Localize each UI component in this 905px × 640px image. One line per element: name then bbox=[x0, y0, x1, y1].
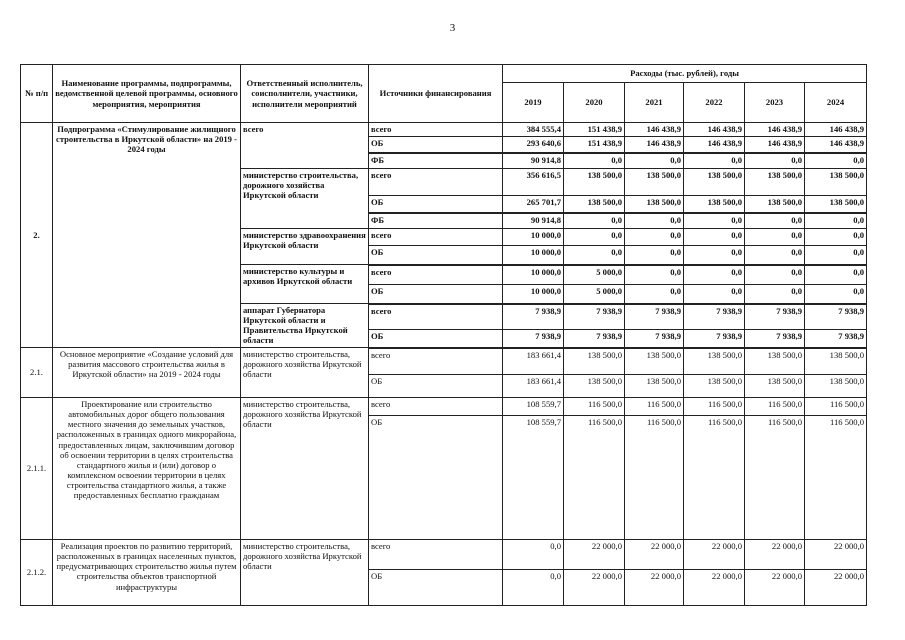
expense-value: 293 640,6 bbox=[503, 137, 564, 153]
funding-source: ОБ bbox=[369, 416, 503, 540]
expense-value: 22 000,0 bbox=[564, 540, 625, 570]
expense-value: 151 438,9 bbox=[564, 123, 625, 137]
expense-value: 0,0 bbox=[564, 229, 625, 246]
expense-value: 146 438,9 bbox=[745, 137, 805, 153]
expense-value: 0,0 bbox=[625, 285, 684, 304]
expense-value: 116 500,0 bbox=[745, 398, 805, 416]
expense-value: 0,0 bbox=[625, 213, 684, 229]
expense-value: 384 555,4 bbox=[503, 123, 564, 137]
expense-value: 138 500,0 bbox=[805, 375, 867, 398]
executor: аппарат Губернатора Иркутской области и Правительства Иркутской области bbox=[241, 304, 369, 348]
header-year: 2019 bbox=[503, 83, 564, 123]
expense-value: 0,0 bbox=[805, 265, 867, 285]
expense-value: 90 914,8 bbox=[503, 153, 564, 169]
expense-value: 138 500,0 bbox=[625, 348, 684, 375]
expense-value: 183 661,4 bbox=[503, 348, 564, 375]
expense-value: 108 559,7 bbox=[503, 416, 564, 540]
expense-value: 138 500,0 bbox=[745, 169, 805, 196]
expense-value: 138 500,0 bbox=[625, 196, 684, 213]
header-source: Источники финансирования bbox=[369, 65, 503, 123]
expense-value: 0,0 bbox=[684, 246, 745, 265]
measure-name: Основное мероприятие «Создание условий для развития массового строительства жилья в Иркутской области» на 2019 - 2024 годы bbox=[53, 348, 241, 398]
expense-value: 0,0 bbox=[805, 229, 867, 246]
expense-value: 265 701,7 bbox=[503, 196, 564, 213]
expense-value: 108 559,7 bbox=[503, 398, 564, 416]
expense-value: 22 000,0 bbox=[684, 570, 745, 606]
row-number: 2.1.1. bbox=[21, 398, 53, 540]
expense-value: 22 000,0 bbox=[564, 570, 625, 606]
expense-value: 138 500,0 bbox=[745, 375, 805, 398]
expense-value: 138 500,0 bbox=[684, 196, 745, 213]
executor: министерство культуры и архивов Иркутской области bbox=[241, 265, 369, 304]
funding-source: всего bbox=[369, 398, 503, 416]
expense-value: 138 500,0 bbox=[564, 169, 625, 196]
funding-source: ОБ bbox=[369, 285, 503, 304]
expense-value: 116 500,0 bbox=[745, 416, 805, 540]
expense-value: 7 938,9 bbox=[564, 304, 625, 330]
expense-value: 0,0 bbox=[564, 246, 625, 265]
funding-source: ОБ bbox=[369, 246, 503, 265]
executor: министерство строительства, дорожного хозяйства Иркутской области bbox=[241, 169, 369, 229]
expense-value: 7 938,9 bbox=[503, 330, 564, 348]
table-row bbox=[21, 540, 867, 570]
expense-value: 146 438,9 bbox=[684, 123, 745, 137]
expense-value: 7 938,9 bbox=[503, 304, 564, 330]
expense-value: 116 500,0 bbox=[564, 398, 625, 416]
expense-value: 0,0 bbox=[625, 265, 684, 285]
funding-source: ОБ bbox=[369, 137, 503, 153]
expense-value: 138 500,0 bbox=[684, 169, 745, 196]
expense-value: 0,0 bbox=[745, 265, 805, 285]
expense-value: 138 500,0 bbox=[745, 348, 805, 375]
expense-value: 0,0 bbox=[745, 229, 805, 246]
expense-value: 138 500,0 bbox=[805, 348, 867, 375]
expense-value: 7 938,9 bbox=[625, 330, 684, 348]
expense-value: 0,0 bbox=[684, 153, 745, 169]
expense-value: 0,0 bbox=[805, 213, 867, 229]
expense-value: 138 500,0 bbox=[564, 348, 625, 375]
expense-value: 0,0 bbox=[503, 570, 564, 606]
funding-source: всего bbox=[369, 229, 503, 246]
expense-value: 22 000,0 bbox=[684, 540, 745, 570]
expense-value: 7 938,9 bbox=[805, 304, 867, 330]
funding-source: ОБ bbox=[369, 196, 503, 213]
table-row bbox=[21, 398, 867, 416]
expense-value: 0,0 bbox=[745, 213, 805, 229]
expense-value: 151 438,9 bbox=[564, 137, 625, 153]
expense-value: 138 500,0 bbox=[805, 169, 867, 196]
expense-value: 22 000,0 bbox=[625, 540, 684, 570]
expense-value: 138 500,0 bbox=[805, 196, 867, 213]
expense-value: 146 438,9 bbox=[745, 123, 805, 137]
executor: министерство строительства, дорожного хозяйства Иркутской области bbox=[241, 398, 369, 540]
expense-value: 138 500,0 bbox=[625, 169, 684, 196]
expense-value: 22 000,0 bbox=[745, 570, 805, 606]
expense-value: 0,0 bbox=[745, 153, 805, 169]
measure-name: Реализация проектов по развитию территорий, расположенных в границах населенных пунктов, предусматривающих строительство жилья путем строительства объектов транспортной инфраструктуры bbox=[53, 540, 241, 606]
expense-value: 22 000,0 bbox=[625, 570, 684, 606]
header-year: 2024 bbox=[805, 83, 867, 123]
expense-value: 138 500,0 bbox=[564, 375, 625, 398]
expense-value: 138 500,0 bbox=[625, 375, 684, 398]
funding-source: ФБ bbox=[369, 213, 503, 229]
expense-value: 146 438,9 bbox=[684, 137, 745, 153]
expense-value: 7 938,9 bbox=[564, 330, 625, 348]
measure-name: Проектирование или строительство автомобильных дорог общего пользования местного значения до земельных участков, расположенных в границах одного микрорайона, предоставленных лицам, заключившим договор об освоении территории в целях строительства стандартного жилья и (или) договор о комплексном освоении территории в целях строительства стандартного жилья, а также предоставленных бесплатно гражданам bbox=[53, 398, 241, 540]
expense-value: 7 938,9 bbox=[745, 330, 805, 348]
funding-source: всего bbox=[369, 348, 503, 375]
expense-value: 116 500,0 bbox=[805, 416, 867, 540]
page-number: 3 bbox=[449, 22, 456, 34]
expense-value: 0,0 bbox=[684, 229, 745, 246]
expense-value: 0,0 bbox=[684, 265, 745, 285]
row-number: 2.1.2. bbox=[21, 540, 53, 606]
expense-value: 0,0 bbox=[625, 153, 684, 169]
header-num: № п/п bbox=[21, 65, 53, 123]
expense-value: 5 000,0 bbox=[564, 265, 625, 285]
expense-value: 146 438,9 bbox=[625, 123, 684, 137]
expense-value: 116 500,0 bbox=[564, 416, 625, 540]
expense-value: 10 000,0 bbox=[503, 229, 564, 246]
expense-value: 116 500,0 bbox=[625, 398, 684, 416]
executor: министерство здравоохранения Иркутской области bbox=[241, 229, 369, 265]
expense-value: 116 500,0 bbox=[805, 398, 867, 416]
funding-source: ОБ bbox=[369, 570, 503, 606]
expense-value: 116 500,0 bbox=[625, 416, 684, 540]
expense-value: 10 000,0 bbox=[503, 285, 564, 304]
executor: министерство строительства, дорожного хозяйства Иркутской области bbox=[241, 348, 369, 398]
expense-value: 7 938,9 bbox=[805, 330, 867, 348]
expense-value: 138 500,0 bbox=[564, 196, 625, 213]
expense-value: 138 500,0 bbox=[684, 375, 745, 398]
funding-source: ОБ bbox=[369, 375, 503, 398]
expense-value: 0,0 bbox=[805, 246, 867, 265]
table-row bbox=[21, 123, 867, 137]
header-expenses: Расходы (тыс. рублей), годы bbox=[503, 65, 867, 83]
expense-value: 183 661,4 bbox=[503, 375, 564, 398]
funding-source: ФБ bbox=[369, 153, 503, 169]
table-body bbox=[21, 123, 867, 606]
expense-value: 22 000,0 bbox=[805, 570, 867, 606]
header-year: 2021 bbox=[625, 83, 684, 123]
expense-value: 146 438,9 bbox=[805, 137, 867, 153]
expense-value: 138 500,0 bbox=[684, 348, 745, 375]
funding-source: всего bbox=[369, 169, 503, 196]
funding-source: всего bbox=[369, 265, 503, 285]
row-number: 2.1. bbox=[21, 348, 53, 398]
expense-value: 356 616,5 bbox=[503, 169, 564, 196]
funding-source: всего bbox=[369, 304, 503, 330]
expense-value: 0,0 bbox=[564, 153, 625, 169]
header-name: Наименование программы, подпрограммы, ведомственной целевой программы, основного мероприятия, мероприятия bbox=[53, 65, 241, 123]
executor: всего bbox=[241, 123, 369, 169]
expense-value: 0,0 bbox=[745, 246, 805, 265]
expense-value: 5 000,0 bbox=[564, 285, 625, 304]
header-year: 2020 bbox=[564, 83, 625, 123]
funding-source: всего bbox=[369, 123, 503, 137]
expense-value: 0,0 bbox=[805, 153, 867, 169]
row-number: 2. bbox=[21, 123, 53, 348]
expense-value: 10 000,0 bbox=[503, 246, 564, 265]
funding-source: всего bbox=[369, 540, 503, 570]
header-year: 2023 bbox=[745, 83, 805, 123]
expense-value: 146 438,9 bbox=[805, 123, 867, 137]
financing-table bbox=[20, 64, 867, 606]
expense-value: 22 000,0 bbox=[805, 540, 867, 570]
header-executor: Ответственный исполнитель, соисполнители, участники, исполнители мероприятий bbox=[241, 65, 369, 123]
expense-value: 22 000,0 bbox=[745, 540, 805, 570]
funding-source: ОБ bbox=[369, 330, 503, 348]
expense-value: 138 500,0 bbox=[745, 196, 805, 213]
expense-value: 7 938,9 bbox=[684, 304, 745, 330]
expense-value: 0,0 bbox=[805, 285, 867, 304]
expense-value: 0,0 bbox=[625, 246, 684, 265]
expense-value: 146 438,9 bbox=[625, 137, 684, 153]
table-row bbox=[21, 348, 867, 375]
expense-value: 7 938,9 bbox=[745, 304, 805, 330]
executor: министерство строительства, дорожного хозяйства Иркутской области bbox=[241, 540, 369, 606]
expense-value: 0,0 bbox=[503, 540, 564, 570]
expense-value: 0,0 bbox=[564, 213, 625, 229]
expense-value: 7 938,9 bbox=[684, 330, 745, 348]
expense-value: 116 500,0 bbox=[684, 398, 745, 416]
expense-value: 10 000,0 bbox=[503, 265, 564, 285]
expense-value: 116 500,0 bbox=[684, 416, 745, 540]
expense-value: 0,0 bbox=[745, 285, 805, 304]
expense-value: 7 938,9 bbox=[625, 304, 684, 330]
header-year: 2022 bbox=[684, 83, 745, 123]
measure-name: Подпрограмма «Стимулирование жилищного строительства в Иркутской области» на 2019 - 2024 годы bbox=[53, 123, 241, 348]
expense-value: 90 914,8 bbox=[503, 213, 564, 229]
expense-value: 0,0 bbox=[684, 213, 745, 229]
expense-value: 0,0 bbox=[684, 285, 745, 304]
expense-value: 0,0 bbox=[625, 229, 684, 246]
